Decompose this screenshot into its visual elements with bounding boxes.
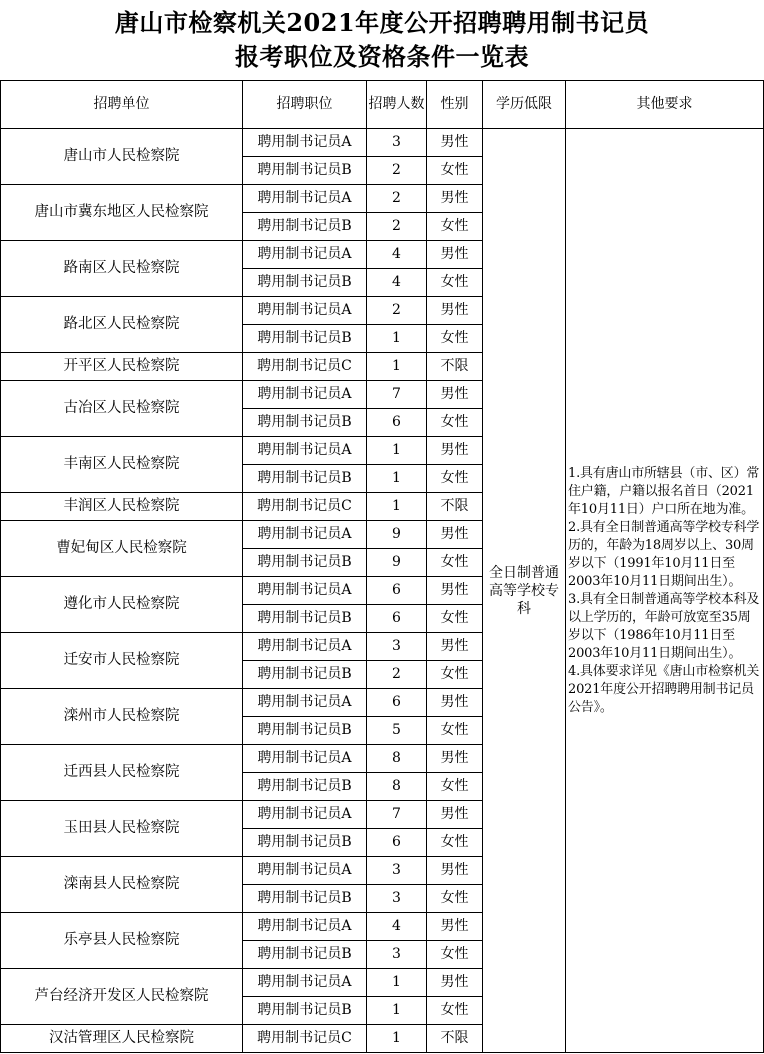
count-cell: 6 xyxy=(367,829,427,857)
count-cell: 3 xyxy=(367,941,427,969)
position-cell: 聘用制书记员B xyxy=(243,941,367,969)
position-cell: 聘用制书记员B xyxy=(243,717,367,745)
position-cell: 聘用制书记员B xyxy=(243,409,367,437)
gender-cell: 男性 xyxy=(427,857,483,885)
position-cell: 聘用制书记员A xyxy=(243,297,367,325)
count-cell: 4 xyxy=(367,913,427,941)
position-cell: 聘用制书记员B xyxy=(243,829,367,857)
unit-name-cell: 遵化市人民检察院 xyxy=(1,577,243,633)
gender-cell: 女性 xyxy=(427,885,483,913)
gender-cell: 女性 xyxy=(427,549,483,577)
count-cell: 1 xyxy=(367,353,427,381)
position-cell: 聘用制书记员A xyxy=(243,521,367,549)
count-cell: 9 xyxy=(367,521,427,549)
unit-name-cell: 滦南县人民检察院 xyxy=(1,857,243,913)
unit-name-cell: 迁西县人民检察院 xyxy=(1,745,243,801)
position-cell: 聘用制书记员B xyxy=(243,213,367,241)
count-cell: 1 xyxy=(367,325,427,353)
count-cell: 1 xyxy=(367,997,427,1025)
position-cell: 聘用制书记员A xyxy=(243,129,367,157)
gender-cell: 女性 xyxy=(427,717,483,745)
unit-name-cell: 玉田县人民检察院 xyxy=(1,801,243,857)
header-other: 其他要求 xyxy=(566,81,764,129)
header-education: 学历低限 xyxy=(483,81,566,129)
position-cell: 聘用制书记员A xyxy=(243,577,367,605)
position-cell: 聘用制书记员B xyxy=(243,325,367,353)
unit-name-cell: 丰南区人民检察院 xyxy=(1,437,243,493)
count-cell: 2 xyxy=(367,661,427,689)
count-cell: 2 xyxy=(367,297,427,325)
position-cell: 聘用制书记员C xyxy=(243,1025,367,1053)
gender-cell: 男性 xyxy=(427,577,483,605)
unit-name-cell: 路南区人民检察院 xyxy=(1,241,243,297)
unit-name-cell: 迁安市人民检察院 xyxy=(1,633,243,689)
header-position: 招聘职位 xyxy=(243,81,367,129)
count-cell: 3 xyxy=(367,633,427,661)
unit-name-cell: 乐亭县人民检察院 xyxy=(1,913,243,969)
position-cell: 聘用制书记员B xyxy=(243,997,367,1025)
gender-cell: 女性 xyxy=(427,997,483,1025)
count-cell: 2 xyxy=(367,213,427,241)
position-cell: 聘用制书记员B xyxy=(243,661,367,689)
header-gender: 性别 xyxy=(427,81,483,129)
count-cell: 5 xyxy=(367,717,427,745)
unit-name-cell: 滦州市人民检察院 xyxy=(1,689,243,745)
header-unit: 招聘单位 xyxy=(1,81,243,129)
count-cell: 6 xyxy=(367,605,427,633)
position-cell: 聘用制书记员A xyxy=(243,381,367,409)
count-cell: 8 xyxy=(367,745,427,773)
count-cell: 4 xyxy=(367,269,427,297)
position-cell: 聘用制书记员A xyxy=(243,801,367,829)
header-row xyxy=(1,81,764,129)
gender-cell: 女性 xyxy=(427,661,483,689)
count-cell: 6 xyxy=(367,577,427,605)
unit-name-cell: 曹妃甸区人民检察院 xyxy=(1,521,243,577)
position-cell: 聘用制书记员B xyxy=(243,885,367,913)
position-cell: 聘用制书记员B xyxy=(243,549,367,577)
gender-cell: 男性 xyxy=(427,185,483,213)
gender-cell: 男性 xyxy=(427,633,483,661)
count-cell: 6 xyxy=(367,409,427,437)
position-cell: 聘用制书记员B xyxy=(243,465,367,493)
gender-cell: 女性 xyxy=(427,325,483,353)
gender-cell: 女性 xyxy=(427,157,483,185)
gender-cell: 男性 xyxy=(427,689,483,717)
position-cell: 聘用制书记员A xyxy=(243,633,367,661)
gender-cell: 男性 xyxy=(427,521,483,549)
title-line-2: 报考职位及资格条件一览表 xyxy=(235,42,529,71)
count-cell: 2 xyxy=(367,157,427,185)
gender-cell: 女性 xyxy=(427,409,483,437)
position-cell: 聘用制书记员B xyxy=(243,157,367,185)
other-requirements-cell: 1.具有唐山市所辖县（市、区）常住户籍，户籍以报名首日（2021年10月11日）户口所在地为准。 2.具有全日制普通高等学校专科学历的，年龄为18周岁以上、30周岁以下（1991年10月11日至2003年10月11日期间出生）。 3.具有全日制普通高等学校本科及以上学历的，年龄可放宽至35周岁以下（1986年10月11日至2003年10月11日期间出生）。 4.具体要求详见《唐山市检察机关2021年度公开招聘聘用制书记员公告》。 xyxy=(566,129,764,1053)
document-title xyxy=(0,0,764,80)
gender-cell: 男性 xyxy=(427,241,483,269)
count-cell: 6 xyxy=(367,689,427,717)
position-cell: 聘用制书记员A xyxy=(243,241,367,269)
position-cell: 聘用制书记员A xyxy=(243,969,367,997)
position-cell: 聘用制书记员A xyxy=(243,913,367,941)
position-cell: 聘用制书记员C xyxy=(243,353,367,381)
header-count: 招聘人数 xyxy=(367,81,427,129)
recruitment-table xyxy=(0,80,764,1053)
count-cell: 8 xyxy=(367,773,427,801)
count-cell: 3 xyxy=(367,129,427,157)
gender-cell: 女性 xyxy=(427,829,483,857)
gender-cell: 女性 xyxy=(427,465,483,493)
count-cell: 1 xyxy=(367,969,427,997)
gender-cell: 男性 xyxy=(427,381,483,409)
position-cell: 聘用制书记员A xyxy=(243,185,367,213)
count-cell: 9 xyxy=(367,549,427,577)
count-cell: 7 xyxy=(367,381,427,409)
unit-name-cell: 古冶区人民检察院 xyxy=(1,381,243,437)
unit-name-cell: 唐山市人民检察院 xyxy=(1,129,243,185)
gender-cell: 女性 xyxy=(427,269,483,297)
gender-cell: 女性 xyxy=(427,941,483,969)
gender-cell: 男性 xyxy=(427,437,483,465)
count-cell: 1 xyxy=(367,1025,427,1053)
gender-cell: 男性 xyxy=(427,801,483,829)
count-cell: 1 xyxy=(367,493,427,521)
gender-cell: 女性 xyxy=(427,213,483,241)
position-cell: 聘用制书记员C xyxy=(243,493,367,521)
unit-name-cell: 唐山市冀东地区人民检察院 xyxy=(1,185,243,241)
unit-name-cell: 芦台经济开发区人民检察院 xyxy=(1,969,243,1025)
position-cell: 聘用制书记员B xyxy=(243,773,367,801)
position-cell: 聘用制书记员A xyxy=(243,745,367,773)
gender-cell: 男性 xyxy=(427,913,483,941)
position-cell: 聘用制书记员B xyxy=(243,605,367,633)
gender-cell: 不限 xyxy=(427,493,483,521)
unit-name-cell: 路北区人民检察院 xyxy=(1,297,243,353)
gender-cell: 男性 xyxy=(427,745,483,773)
count-cell: 2 xyxy=(367,185,427,213)
count-cell: 7 xyxy=(367,801,427,829)
unit-name-cell: 汉沽管理区人民检察院 xyxy=(1,1025,243,1053)
count-cell: 4 xyxy=(367,241,427,269)
table-row xyxy=(1,129,764,157)
title-line-1: 唐山市检察机关2021年度公开招聘聘用制书记员 xyxy=(114,8,650,37)
position-cell: 聘用制书记员A xyxy=(243,857,367,885)
gender-cell: 男性 xyxy=(427,969,483,997)
education-cell: 全日制普通高等学校专科 xyxy=(483,129,566,1053)
position-cell: 聘用制书记员A xyxy=(243,437,367,465)
unit-name-cell: 丰润区人民检察院 xyxy=(1,493,243,521)
gender-cell: 女性 xyxy=(427,605,483,633)
gender-cell: 不限 xyxy=(427,1025,483,1053)
gender-cell: 不限 xyxy=(427,353,483,381)
count-cell: 3 xyxy=(367,857,427,885)
unit-name-cell: 开平区人民检察院 xyxy=(1,353,243,381)
gender-cell: 女性 xyxy=(427,773,483,801)
gender-cell: 男性 xyxy=(427,297,483,325)
count-cell: 1 xyxy=(367,437,427,465)
count-cell: 1 xyxy=(367,465,427,493)
position-cell: 聘用制书记员B xyxy=(243,269,367,297)
position-cell: 聘用制书记员A xyxy=(243,689,367,717)
gender-cell: 男性 xyxy=(427,129,483,157)
count-cell: 3 xyxy=(367,885,427,913)
